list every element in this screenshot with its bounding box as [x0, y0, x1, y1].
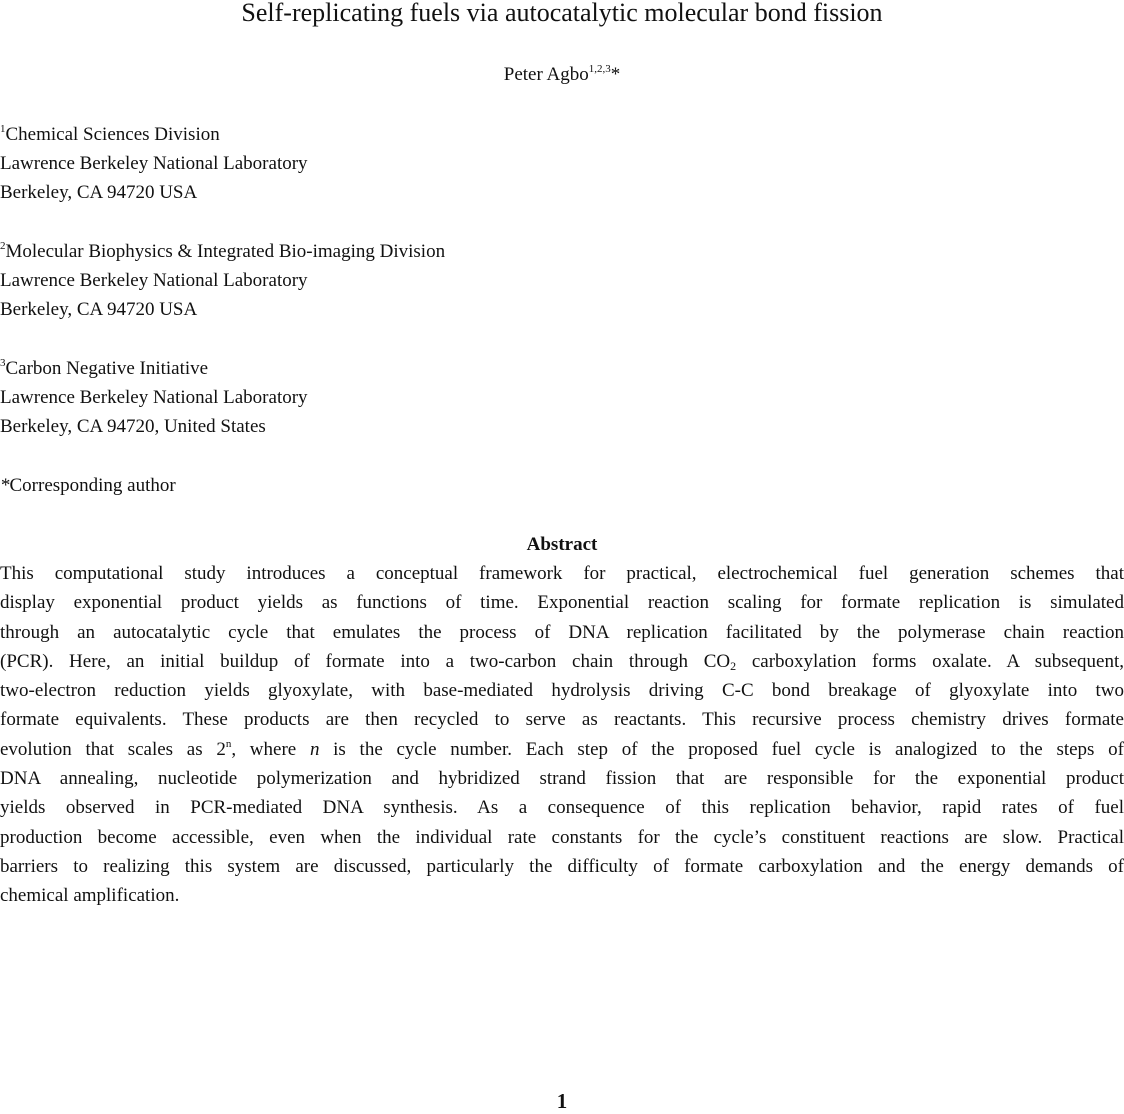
affiliation-2-division: Molecular Biophysics & Integrated Bio-imaging Division — [5, 241, 446, 262]
abstract-heading: Abstract — [526, 534, 598, 555]
abstract-text: , where — [231, 738, 310, 760]
affiliation-1 — [0, 120, 308, 207]
abstract-text: (PCR). Here, an initial buildup of formate into a two-carbon chain through CO — [0, 650, 731, 672]
affiliation-1-line-1 — [0, 120, 308, 149]
abstract-line: chemical amplification. — [0, 885, 180, 907]
author-line — [0, 63, 1124, 87]
author-affiliation-marks: 1,2,3 — [588, 63, 611, 75]
abstract-line: through an autocatalytic cycle that emulates the process of DNA replication facilitated by the polymerase chain reaction — [0, 621, 1124, 643]
abstract-line: two-electron reduction yields glyoxylate, with base-mediated hydrolysis driving C-C bond breakage of glyoxylate into two — [0, 680, 1124, 702]
affiliation-2 — [0, 237, 445, 324]
abstract-line: DNA annealing, nucleotide polymerization and hybridized strand fission that are responsible for the exponential product — [0, 768, 1124, 790]
page-number: 1 — [556, 1089, 568, 1113]
abstract-text: carboxylation forms oxalate. A subsequent, — [736, 650, 1124, 672]
affiliation-3 — [0, 354, 308, 441]
affiliation-3-line-3: Berkeley, CA 94720, United States — [0, 416, 266, 437]
co2-subscript: 2 — [730, 658, 737, 673]
corresponding-asterisk: * — [610, 64, 621, 85]
paper-title: Self-replicating fuels via autocatalytic molecular bond fission — [241, 0, 883, 27]
affiliation-3-line-1 — [0, 354, 308, 383]
abstract-line — [0, 735, 1124, 764]
abstract-line: yields observed in PCR-mediated DNA synthesis. As a consequence of this replication behavior, rapid rates of fuel — [0, 797, 1124, 819]
abstract-line: production become accessible, even when the individual rate constants for the cycle’s constituent reactions are slow. Practical — [0, 826, 1124, 848]
affiliation-1-division: Chemical Sciences Division — [5, 124, 220, 145]
abstract-line: display exponential product yields as functions of time. Exponential reaction scaling for formate replication is simulated — [0, 592, 1124, 614]
affiliation-2-line-2: Lawrence Berkeley National Laboratory — [0, 270, 308, 291]
abstract-line: formate equivalents. These products are then recycled to serve as reactants. This recursive process chemistry drives formate — [0, 709, 1124, 731]
abstract-text: is the cycle number. Each step of the proposed fuel cycle is analogized to the steps of — [319, 738, 1124, 760]
corresponding-mark: * — [0, 475, 10, 496]
abstract-line — [0, 647, 1124, 676]
affiliation-1-line-2: Lawrence Berkeley National Laboratory — [0, 153, 308, 174]
affiliation-3-division: Carbon Negative Initiative — [5, 358, 209, 379]
abstract-text: evolution that scales as 2 — [0, 738, 226, 760]
affiliation-3-mark: 3 — [0, 357, 6, 369]
affiliation-2-line-1 — [0, 237, 445, 266]
affiliation-3-line-2: Lawrence Berkeley National Laboratory — [0, 387, 308, 408]
abstract-body — [0, 559, 1124, 911]
affiliation-2-mark: 2 — [0, 240, 6, 252]
author-name: Peter Agbo — [503, 64, 589, 85]
abstract-line: This computational study introduces a conceptual framework for practical, electrochemical fuel generation schemes that — [0, 563, 1124, 584]
affiliation-1-mark: 1 — [0, 123, 6, 135]
corresponding-author-note — [0, 471, 176, 500]
corresponding-text: Corresponding author — [9, 475, 176, 496]
exponent-n: n — [225, 737, 232, 750]
variable-n: n — [309, 738, 320, 760]
affiliation-1-line-3: Berkeley, CA 94720 USA — [0, 182, 198, 203]
affiliation-2-line-3: Berkeley, CA 94720 USA — [0, 299, 198, 320]
abstract-line: barriers to realizing this system are discussed, particularly the difficulty of formate carboxylation and the energy demands of — [0, 855, 1124, 877]
